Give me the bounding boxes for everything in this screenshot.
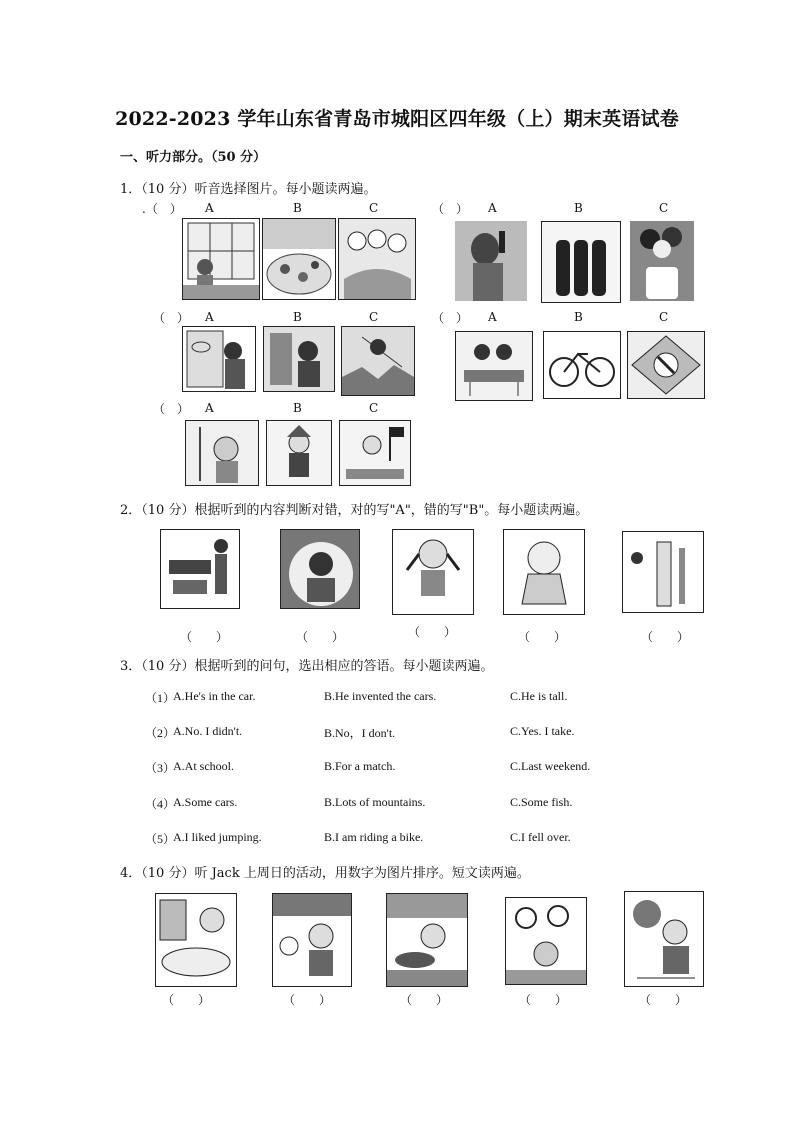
item-number: （3） (145, 761, 176, 775)
option-b-label: B (574, 310, 583, 324)
choice-a[interactable]: A.No. I didn't. (173, 724, 243, 738)
stationery-picture[interactable] (622, 531, 704, 613)
flower-pot-picture[interactable] (630, 221, 694, 301)
answer-blank[interactable]: （ ） (408, 625, 457, 639)
girl-braids-picture[interactable] (392, 529, 474, 615)
section-heading: 一、听力部分。（50 分） (120, 150, 267, 165)
choice-c[interactable]: C.Some fish. (510, 795, 573, 809)
falling-boy-picture[interactable] (341, 326, 415, 396)
children-table-picture[interactable] (455, 331, 533, 401)
choice-c[interactable]: C.Last weekend. (510, 759, 591, 773)
choice-a[interactable]: A.He's in the car. (173, 689, 256, 703)
question-4-label: 4．（10 分）听 Jack 上周日的活动，用数字为图片排序。短文读两遍。 (120, 866, 530, 881)
choice-b[interactable]: B.He invented the cars. (324, 689, 437, 703)
page-title: 2022-2023 学年山东省青岛市城阳区四年级（上）期末英语试卷 (115, 108, 679, 130)
choice-c[interactable]: C.I fell over. (510, 830, 571, 844)
choice-b[interactable]: B.Lots of mountains. (324, 795, 426, 809)
answer-blank[interactable]: （ ） (519, 993, 568, 1007)
eating-boy-picture[interactable] (624, 891, 704, 987)
answer-blank[interactable]: （ ） (639, 993, 688, 1007)
window-boy-picture[interactable] (182, 218, 260, 300)
option-b-label: B (293, 201, 302, 215)
singing-woman-picture[interactable] (280, 529, 360, 609)
option-c-label: C (659, 310, 669, 324)
cola-bottles-picture[interactable] (541, 221, 621, 303)
item-number: （1） (145, 691, 176, 705)
question-3-label: 3．（10 分）根据听到的问句，选出相应的答语。每小题读两遍。 (120, 659, 494, 674)
option-c-label: C (369, 310, 379, 324)
drinking-man-picture[interactable] (455, 221, 527, 301)
inventor-picture[interactable] (160, 529, 240, 609)
choice-b[interactable]: B.For a match. (324, 759, 396, 773)
choice-b[interactable]: B.No，I don't. (324, 726, 396, 740)
football-boy-picture[interactable] (272, 893, 352, 987)
answer-blank[interactable]: （ ） (296, 630, 345, 644)
item-number: （2） (145, 726, 176, 740)
option-b-label: B (293, 401, 302, 415)
choice-c[interactable]: C.He is tall. (510, 689, 568, 703)
answer-blank[interactable]: （ ） (283, 993, 332, 1007)
cooking-boy-picture[interactable] (386, 893, 468, 987)
doll-picture[interactable] (503, 529, 585, 615)
drawing-boy-picture[interactable] (155, 893, 237, 987)
answer-blank[interactable]: （ ） (400, 993, 449, 1007)
question-1-label: 1．（10 分）听音选择图片。每小题读两遍。 (120, 182, 377, 197)
choice-c[interactable]: C.Yes. I take. (510, 724, 575, 738)
option-a-label: A (488, 310, 497, 324)
option-a-label: A (488, 201, 497, 215)
answer-paren[interactable]: .（ ） (142, 202, 182, 216)
option-c-label: C (369, 201, 379, 215)
choice-a[interactable]: A.I liked jumping. (173, 830, 262, 844)
answer-blank[interactable]: （ ） (641, 630, 690, 644)
option-b-label: B (293, 310, 302, 324)
compass-picture[interactable] (627, 331, 705, 399)
answer-paren[interactable]: （ ） (432, 311, 469, 325)
choice-a[interactable]: A.Some cars. (173, 795, 238, 809)
choice-b[interactable]: B.I am riding a bike. (324, 830, 424, 844)
boy-door-picture[interactable] (263, 326, 335, 392)
painting-girl-picture[interactable] (182, 326, 256, 392)
item-number: （5） (145, 832, 176, 846)
answer-paren[interactable]: （ ） (153, 402, 190, 416)
girl-tower-picture[interactable] (185, 420, 259, 486)
answer-blank[interactable]: （ ） (518, 630, 567, 644)
item-number: （4） (145, 797, 176, 811)
animals-picture[interactable] (338, 218, 416, 300)
girl-hat-picture[interactable] (266, 420, 332, 486)
bicycle-picture[interactable] (543, 331, 621, 399)
park-scene-picture[interactable] (262, 218, 336, 300)
answer-blank[interactable]: （ ） (180, 630, 229, 644)
bike-fall-picture[interactable] (505, 897, 587, 985)
girl-flag-picture[interactable] (339, 420, 411, 486)
option-a-label: A (205, 401, 214, 415)
option-a-label: A (205, 201, 214, 215)
answer-blank[interactable]: （ ） (162, 993, 211, 1007)
option-c-label: C (659, 201, 669, 215)
choice-a[interactable]: A.At school. (173, 759, 234, 773)
option-a-label: A (205, 310, 214, 324)
option-b-label: B (574, 201, 583, 215)
option-c-label: C (369, 401, 379, 415)
answer-paren[interactable]: （ ） (153, 311, 190, 325)
question-2-label: 2．（10 分）根据听到的内容判断对错，对的写"A"，错的写"B"。每小题读两遍。 (120, 503, 589, 518)
answer-paren[interactable]: （ ） (432, 202, 469, 216)
